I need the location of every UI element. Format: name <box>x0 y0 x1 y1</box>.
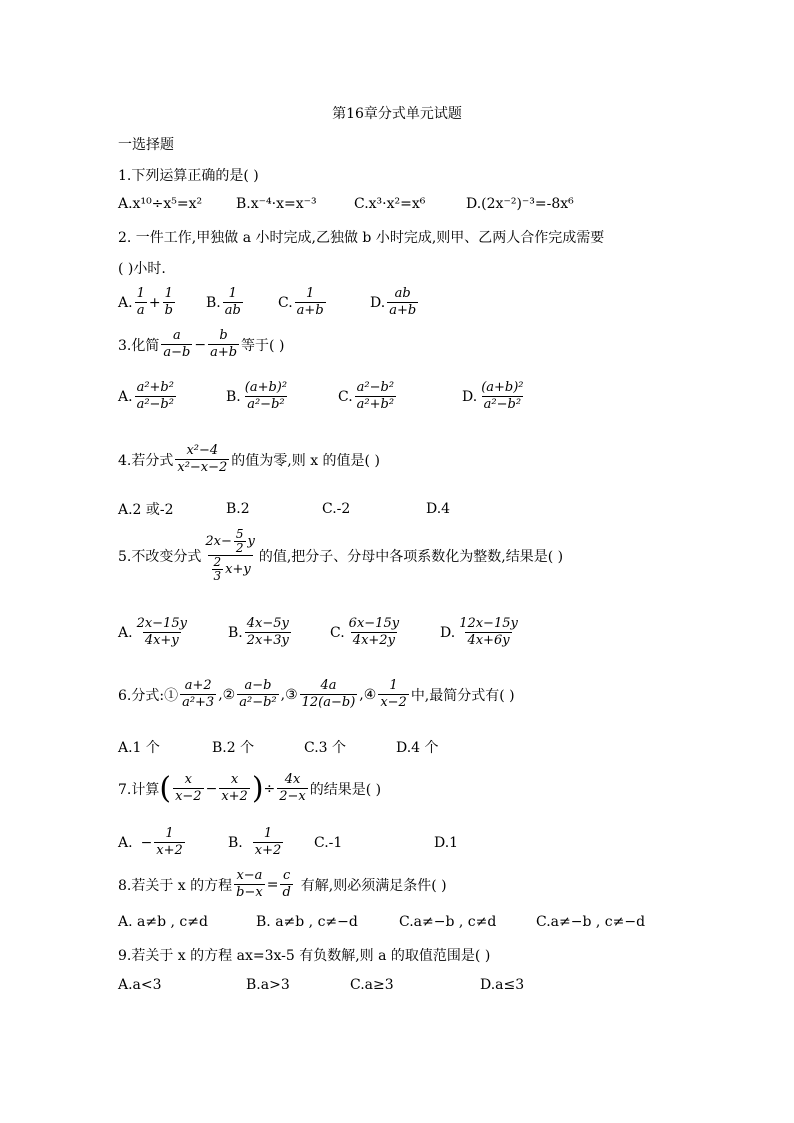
fraction: $\frac{x}{x+2}$ <box>221 772 248 804</box>
q4-option-a: A.2 或-2 <box>118 502 174 518</box>
q9-option-d: D.a≤3 <box>480 977 525 993</box>
fraction: $\frac{2x-15y}{4x+y}$ <box>136 616 187 648</box>
q3-option-b: B. $\frac{\text{(a+b)²}}{\text{a²−b²}}$ <box>226 380 288 412</box>
fraction: $\frac{6x-15y}{4x+2y}$ <box>348 616 400 648</box>
section-heading: 一选择题 <box>118 137 174 153</box>
fraction: $\frac{4a}{12(a-b)}$ <box>301 678 356 710</box>
question-9-stem: 9.若关于 x 的方程 ax=3x-5 有负数解,则 a 的取值范围是( ) <box>118 948 491 964</box>
fraction: $\frac{1}{x+2}$ <box>156 826 183 858</box>
fraction: $\frac{a+2}{\text{a²+3}}$ <box>182 678 215 710</box>
fraction: $\frac{1}{x+2}$ <box>254 826 282 858</box>
q5-option-d: D. $\frac{12x-15y}{4x+6y}$ <box>440 616 518 648</box>
question-2-stem-line1: 2. 一件工作,甲独做 a 小时完成,乙独做 b 小时完成,则甲、乙两人合作完成需要 <box>118 230 605 246</box>
question-7-stem: 7.计算 ( $\frac{x}{x-2}$ − $\frac{x}{x+2}$ ) ÷ $\frac{4x}{2-x}$ 的结果是( ) <box>118 770 382 806</box>
fraction: $\frac{1}{ab}$ <box>224 286 241 318</box>
question-3-options <box>118 380 528 413</box>
q2-option-c: C. $\frac{1}{a+b}$ <box>278 286 324 318</box>
q7-option-c: C.-1 <box>314 834 343 851</box>
question-2-stem-line2: ( )小时. <box>118 261 166 277</box>
question-2-options <box>118 286 420 319</box>
q3-option-d: D. $\frac{\text{(a+b)²}}{\text{a²−b²}}$ <box>462 380 524 412</box>
question-8-stem: 8.若关于 x 的方程 $\frac{x-a}{b-x}$ = $\frac{c}{d}$ 有解,则必须满足条件( ) <box>118 868 447 900</box>
q9-option-b: B.a>3 <box>246 977 290 993</box>
fraction: $\frac{c}{d}$ <box>282 868 291 900</box>
q5-option-c: C. $\frac{6x-15y}{4x+2y}$ <box>330 616 400 648</box>
q3-option-c: C. $\frac{\text{a²−b²}}{\text{a²+b²}}$ <box>338 380 395 412</box>
question-8-options <box>118 914 645 930</box>
q4-option-d: D.4 <box>426 501 451 517</box>
q6-option-d: D.4 个 <box>396 740 439 756</box>
q7-option-d: D.1 <box>434 834 459 851</box>
complex-fraction: 2x− $\frac{5}{2}$ y $\frac{2}{3}$ x+y <box>205 527 255 583</box>
q8-option-d: C.a≠−b , c≠−d <box>536 914 646 930</box>
fraction: $\frac{b}{a+b}$ <box>210 328 238 360</box>
q7-option-a: A. − $\frac{1}{x+2}$ <box>118 826 183 858</box>
fraction: $\frac{1}{x-2}$ <box>380 678 407 710</box>
fraction: $\frac{\text{(a+b)²}}{\text{a²−b²}}$ <box>244 380 288 412</box>
question-1-stem: 1.下列运算正确的是( ) <box>118 168 259 184</box>
question-4-stem: 4.若分式 $\frac{\text{x²−4}}{\text{x²−x−2}}$ 的值为零,则 x 的值是( ) <box>118 443 380 475</box>
fraction: $\frac{4x-5y}{2x+3y}$ <box>246 616 289 648</box>
fraction: $\frac{x}{x-2}$ <box>175 772 202 804</box>
question-4-options <box>118 499 450 519</box>
fraction: $\frac{\text{a²+b²}}{\text{a²−b²}}$ <box>136 380 174 412</box>
question-7-options <box>118 826 458 859</box>
question-6-options <box>118 737 439 757</box>
q2-option-b: B. $\frac{1}{ab}$ <box>206 286 241 318</box>
q7-option-b: B. $\frac{1}{x+2}$ <box>228 826 282 858</box>
q6-option-c: C.3 个 <box>304 740 347 756</box>
fraction: $\frac{\text{x²−4}}{\text{x²−x−2}}$ <box>177 443 228 475</box>
fraction: $\frac{x-a}{b-x}$ <box>236 868 263 900</box>
q5-option-b: B. $\frac{4x-5y}{2x+3y}$ <box>228 616 289 648</box>
question-6-stem: 6.分式:① $\frac{a+2}{\text{a²+3}}$ ,② $\frac{a-b}{\text{a²−b²}}$ ,③ $\frac{4a}{12(a-b)}$ ,④ $\frac{1}{x-2}$ 中,最简分式有( ) <box>118 678 515 710</box>
fraction: $\frac{\text{(a+b)²}}{\text{a²−b²}}$ <box>481 380 524 412</box>
question-5-options <box>118 616 522 649</box>
page-title: 第16章分式单元试题 <box>332 106 462 122</box>
q4-option-c: C.-2 <box>322 501 351 517</box>
q2-option-d: D. $\frac{ab}{a+b}$ <box>370 286 417 318</box>
q1-option-b: B.x⁻⁴·x=x⁻³ <box>236 196 317 212</box>
fraction: $\frac{4x}{2-x}$ <box>279 772 306 804</box>
q8-option-a: A. a≠b , c≠d <box>118 914 208 930</box>
question-1-options <box>118 196 574 212</box>
fraction: $\frac{\text{a²−b²}}{\text{a²+b²}}$ <box>356 380 395 412</box>
q3-option-a: A. $\frac{\text{a²+b²}}{\text{a²−b²}}$ <box>118 380 174 412</box>
fraction: $\frac{1}{b}$ <box>164 286 173 318</box>
q1-option-d: D.(2x⁻²)⁻³=-8x⁶ <box>466 196 574 212</box>
question-9-options <box>118 977 524 993</box>
q1-option-c: C.x³·x²=x⁶ <box>354 196 426 212</box>
fraction: $\frac{ab}{a+b}$ <box>389 286 417 318</box>
question-3-stem: 3.化简 $\frac{a}{a-b}$ − $\frac{b}{a+b}$ 等于( ) <box>118 328 285 360</box>
q9-option-c: C.a≥3 <box>350 977 394 993</box>
q8-option-c: C.a≠−b , c≠d <box>399 914 497 930</box>
q1-option-a: A.x¹⁰÷x⁵=x² <box>118 196 203 212</box>
q2-option-a: A. $\frac{1}{a}$ + $\frac{1}{b}$ <box>118 286 173 318</box>
fraction: $\frac{12x-15y}{4x+6y}$ <box>459 616 518 648</box>
fraction: $\frac{a-b}{\text{a²−b²}}$ <box>239 678 277 710</box>
q8-option-b: B. a≠b , c≠−d <box>256 914 358 930</box>
q6-option-b: B.2 个 <box>212 740 255 756</box>
fraction: $\frac{1}{a+b}$ <box>296 286 324 318</box>
fraction: $\frac{1}{a}$ <box>136 286 145 318</box>
fraction: $\frac{a}{a-b}$ <box>163 328 191 360</box>
q5-option-a: A. $\frac{2x-15y}{4x+y}$ <box>118 616 187 648</box>
q4-option-b: B.2 <box>226 501 250 517</box>
q6-option-a: A.1 个 <box>118 740 160 756</box>
q9-option-a: A.a<3 <box>118 977 162 993</box>
question-5-stem: 5.不改变分式 2x− $\frac{5}{2}$ y $\frac{2}{3}$ x+y 的值,把分子、分母中各项系数化为整数,结果是( ) <box>118 527 564 583</box>
